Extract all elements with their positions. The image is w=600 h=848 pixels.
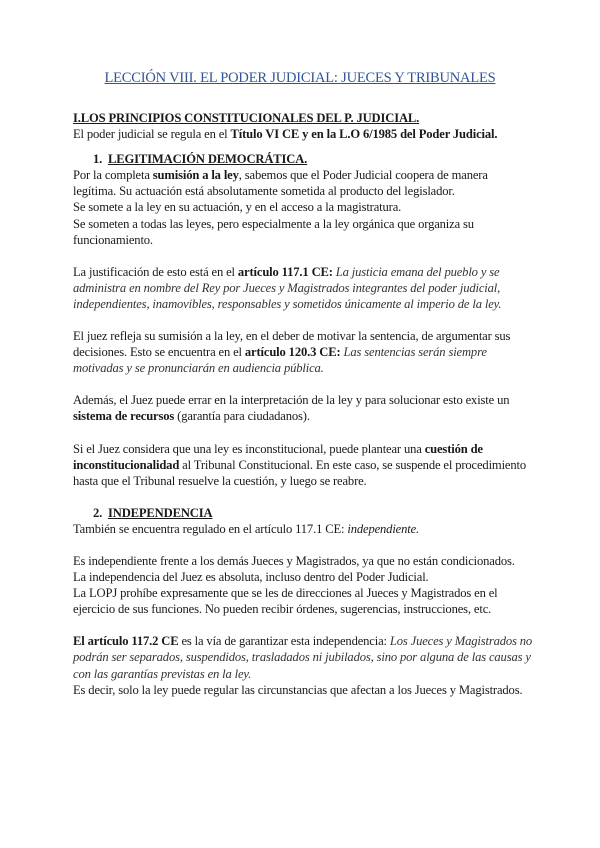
paragraph: [73, 633, 533, 681]
text: al Tribunal Constitucional. En este caso, se suspende el procedimiento hasta que el Tribunal resuelve la cuestión, y luego se reabre.: [73, 457, 526, 488]
paragraph: La LOPJ prohíbe expresamente que se les de direcciones al Jueces y Magistrados en el ejercicio de sus funciones. No pueden recibir órdenes, sugerencias, instrucciones, etc.: [73, 586, 498, 617]
bold-text: sistema de recursos: [73, 409, 175, 424]
bold-text: artículo 120.3 CE:: [244, 345, 341, 360]
paragraph: [73, 328, 533, 376]
page-title: LECCIÓN VIII. EL PODER JUDICIAL: JUECES Y TRIBUNALES: [104, 70, 496, 86]
paragraph: [73, 167, 533, 199]
text: Además, el Juez puede errar en la interpretación de la ley y para solucionar esto existe un: [73, 393, 510, 408]
quote-text: Las sentencias serán siempre motivadas y se pronunciarán en audiencia pública.: [73, 345, 487, 376]
subsection-number: 2.: [93, 505, 103, 520]
paragraph: [73, 521, 533, 537]
subsection-number: 1.: [93, 152, 103, 167]
paragraph: [73, 264, 533, 312]
text: Por la completa: [73, 168, 153, 183]
section-heading: I.LOS PRINCIPIOS CONSTITUCIONALES DEL P. JUDICIAL.: [73, 111, 420, 125]
subsection-heading-1: [73, 151, 533, 167]
bold-text: cuestión de inconstitucionalidad: [73, 441, 483, 472]
bold-text: artículo 117.1 CE:: [237, 264, 333, 279]
text: , sabemos que el Poder Judicial coopera de manera legítima. Su actuación está absolutamente sometida al producto del legislador.: [73, 168, 488, 199]
quote-text: La justicia emana del pueblo y se administra en nombre del Rey por Jueces y Magistrados integrantes del poder judicial, independientes, inamovibles, responsables y sometidos únicamente al imperio de la ley.: [73, 264, 502, 311]
text: es la vía de garantizar esta independencia:: [178, 634, 390, 649]
paragraph: [73, 392, 533, 424]
intro-text: El poder judicial se regula en el: [73, 127, 231, 142]
paragraph: Es decir, solo la ley puede regular las circunstancias que afectan a los Jueces y Magistrados.: [73, 682, 523, 697]
subsection-title: INDEPENDENCIA: [108, 505, 213, 520]
italic-text: independiente.: [347, 521, 420, 536]
paragraph: La independencia del Juez es absoluta, incluso dentro del Poder Judicial.: [73, 570, 429, 585]
section-intro: [73, 126, 533, 142]
paragraph: Es independiente frente a los demás Jueces y Magistrados, ya que no están condicionados.: [73, 553, 515, 568]
subsection-heading-2: [73, 505, 533, 521]
intro-bold: Título VI CE y en la L.O 6/1985 del Poder Judicial.: [230, 127, 498, 142]
bold-text: sumisión a la ley: [152, 168, 239, 183]
text: La justificación de esto está en el: [73, 264, 238, 279]
subsection-title: LEGITIMACIÓN DEMOCRÁTICA.: [108, 152, 308, 167]
paragraph: Se someten a todas las leyes, pero especialmente a la ley orgánica que organiza su funcionamiento.: [73, 216, 474, 247]
paragraph: [73, 441, 533, 489]
quote-text: Los Jueces y Magistrados no podrán ser separados, suspendidos, trasladados ni jubilados, sino por alguna de las causas y con las garantías previstas en la ley.: [73, 634, 533, 681]
paragraph: Se somete a la ley en su actuación, y en el acceso a la magistratura.: [73, 200, 402, 215]
document-body: [73, 110, 533, 698]
text: También se encuentra regulado en el artículo 117.1 CE:: [73, 521, 348, 536]
text: Si el Juez considera que una ley es inconstitucional, puede plantear una: [73, 441, 425, 456]
text: (garantía para ciudadanos).: [174, 409, 310, 424]
bold-text: El artículo 117.2 CE: [73, 634, 179, 649]
text: El juez refleja su sumisión a la ley, en el deber de motivar la sentencia, de argumentar sus decisiones. Esto se encuentra en el: [73, 329, 511, 360]
